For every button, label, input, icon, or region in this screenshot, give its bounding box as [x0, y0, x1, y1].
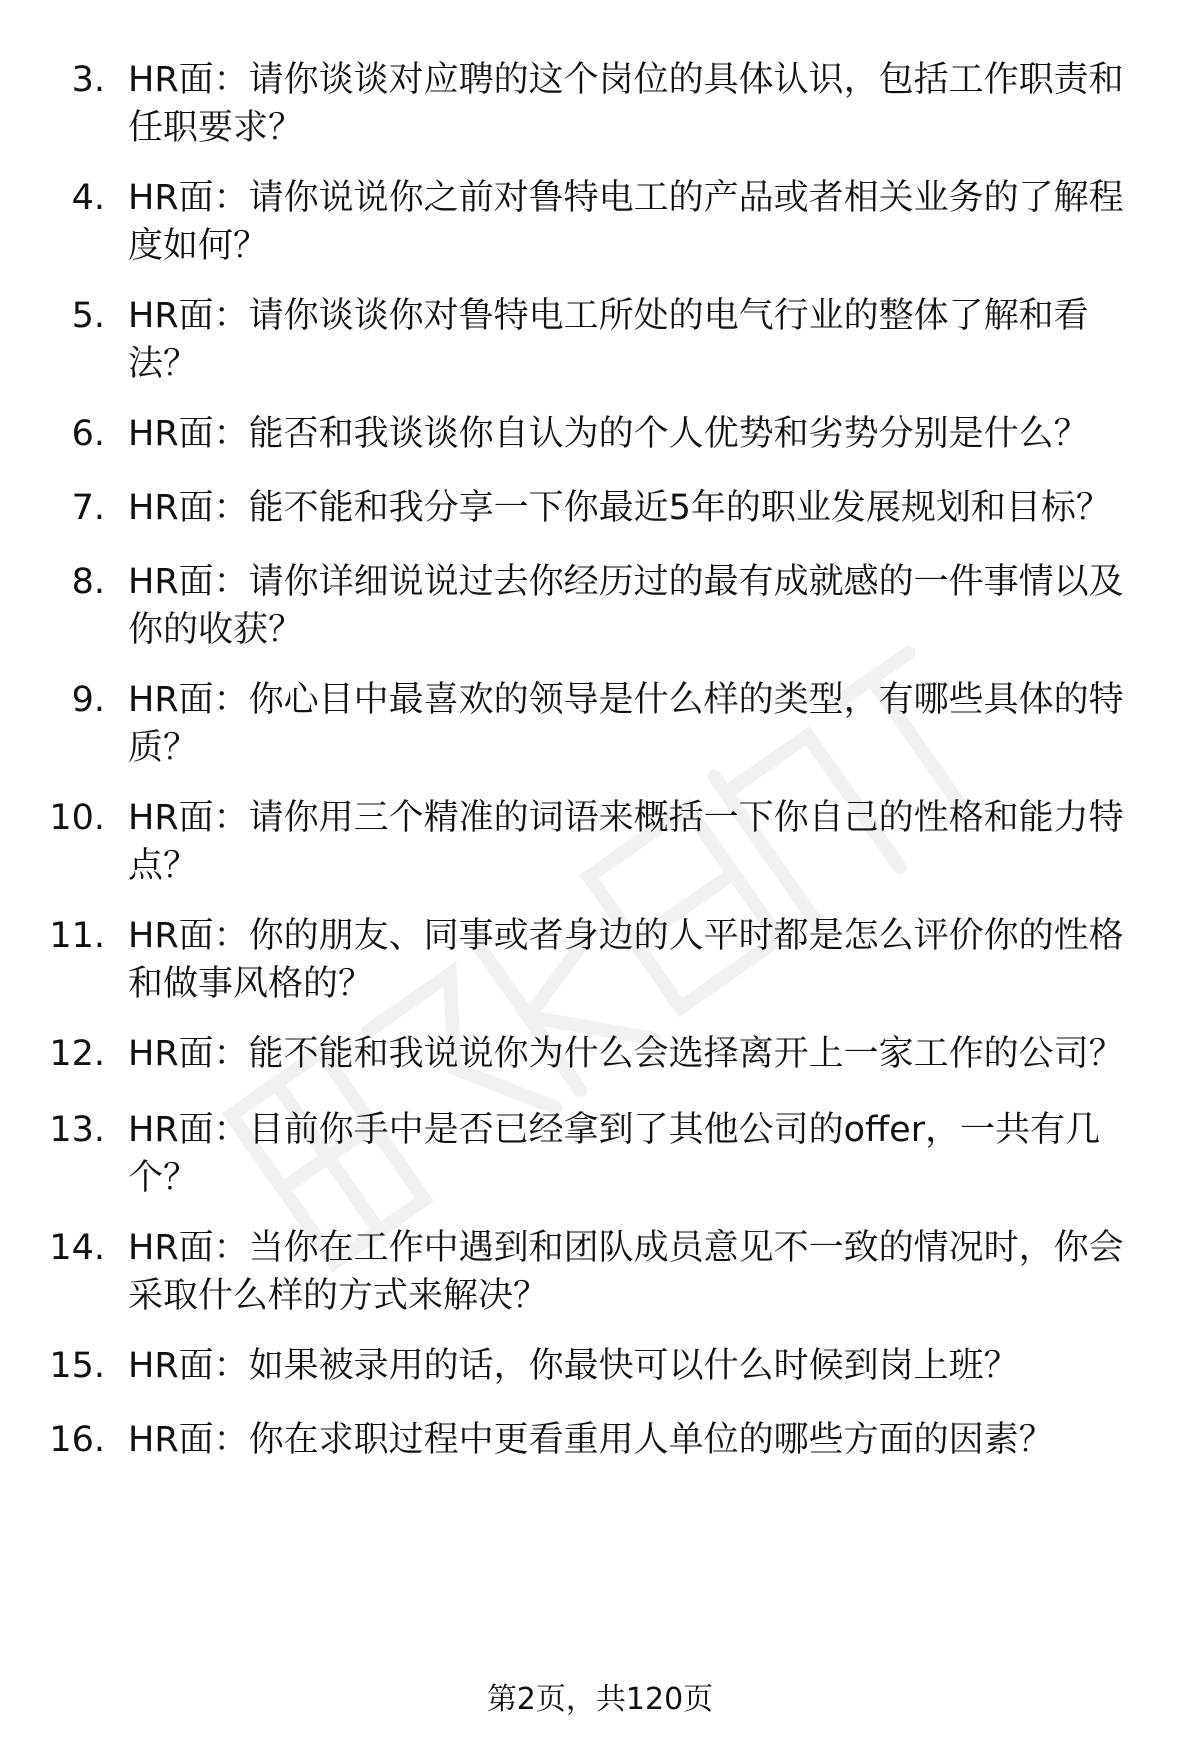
question-number: 9.: [71, 680, 105, 720]
question-number: 11.: [49, 916, 105, 956]
question-number: 4.: [71, 178, 105, 218]
question-text: HR面：你在求职过程中更看重用人单位的哪些方面的因素？: [128, 1420, 1054, 1460]
question-text: HR面：请你谈谈对应聘的这个岗位的具体认识，包括工作职责和任职要求？: [128, 60, 1124, 148]
question-number: 15.: [49, 1346, 105, 1386]
question-text: HR面：能不能和我说说你为什么会选择离开上一家工作的公司？: [128, 1034, 1124, 1074]
question-number: 6.: [71, 414, 105, 454]
question-number: 8.: [71, 562, 105, 602]
question-number: 3.: [71, 60, 105, 100]
question-text: HR面：目前你手中是否已经拿到了其他公司的offer，一共有几个？: [128, 1110, 1101, 1198]
question-text: HR面：能不能和我分享一下你最近5年的职业发展规划和目标？: [128, 488, 1111, 528]
question-text: HR面：请你详细说说过去你经历过的最有成就感的一件事情以及你的收获？: [128, 562, 1124, 650]
question-text: HR面：请你谈谈你对鲁特电工所处的电气行业的整体了解和看法？: [128, 296, 1089, 384]
question-text: HR面：如果被录用的话，你最快可以什么时候到岗上班？: [128, 1346, 1019, 1386]
question-number: 14.: [49, 1228, 105, 1268]
question-text: HR面：请你用三个精准的词语来概括一下你自己的性格和能力特点？: [128, 798, 1124, 886]
question-text: HR面：请你说说你之前对鲁特电工的产品或者相关业务的了解程度如何？: [128, 178, 1124, 266]
question-text: HR面：你心目中最喜欢的领导是什么样的类型，有哪些具体的特质？: [128, 680, 1124, 768]
question-number: 7.: [71, 488, 105, 528]
question-text: HR面：当你在工作中遇到和团队成员意见不一致的情况时，你会采取什么样的方式来解决？: [128, 1228, 1124, 1316]
question-number: 13.: [49, 1110, 105, 1150]
question-number: 12.: [49, 1034, 105, 1074]
question-number: 5.: [71, 296, 105, 336]
page-footer: 第2页，共120页: [486, 1682, 714, 1717]
question-number: 10.: [49, 798, 105, 838]
question-text: HR面：能否和我谈谈你自认为的个人优势和劣势分别是什么？: [128, 414, 1089, 454]
question-number: 16.: [49, 1420, 105, 1460]
question-text: HR面：你的朋友、同事或者身边的人平时都是怎么评价你的性格和做事风格的？: [128, 916, 1124, 1004]
